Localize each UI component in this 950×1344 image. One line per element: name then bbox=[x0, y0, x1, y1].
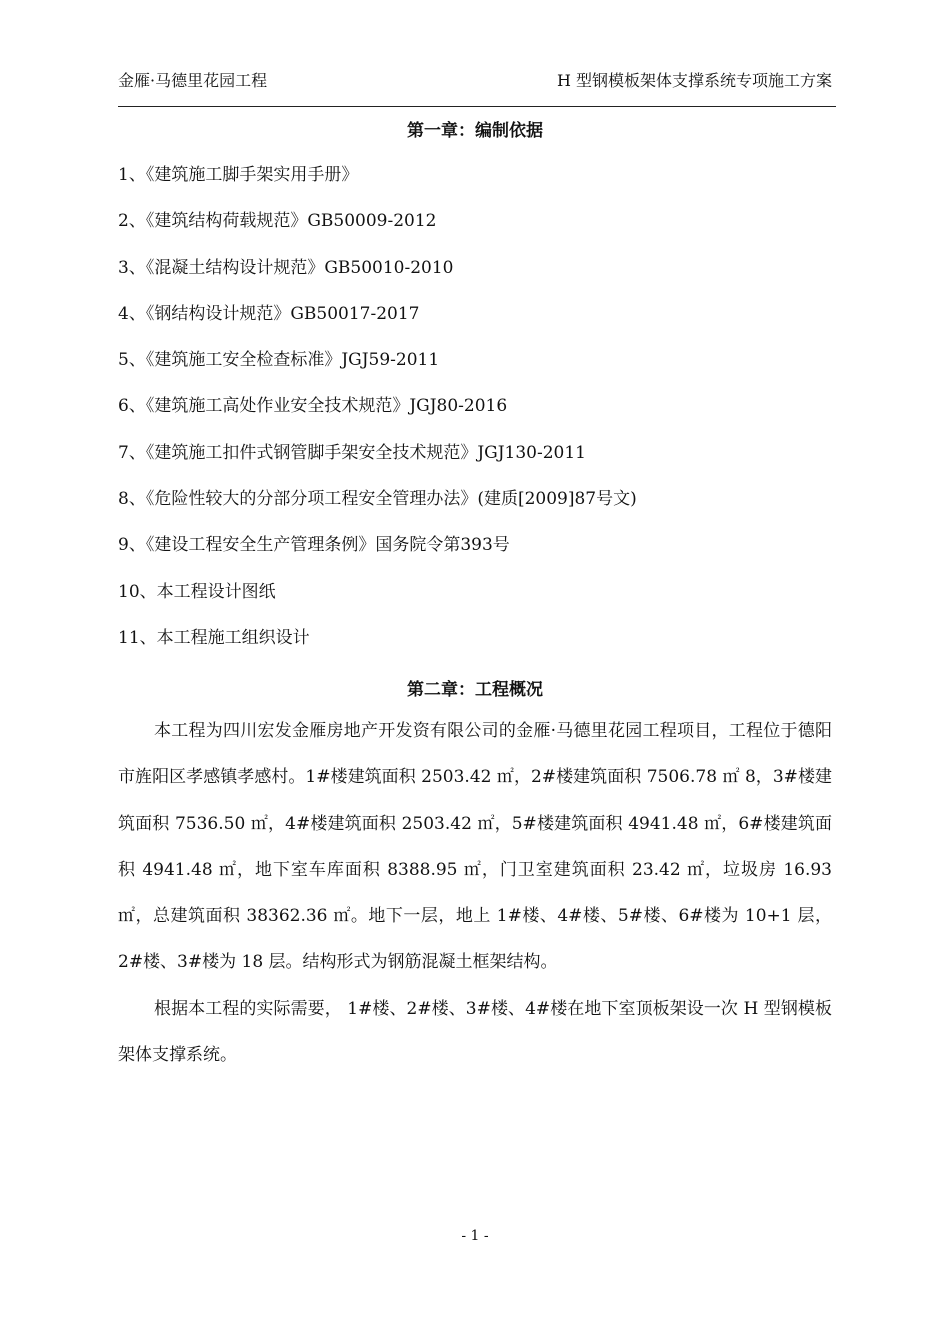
chapter-2-title: 第二章：工程概况 bbox=[407, 680, 543, 700]
chapter-1-title: 第一章：编制依据 bbox=[407, 121, 543, 141]
reference-item: 1、《建筑施工脚手架实用手册》 bbox=[118, 165, 359, 185]
reference-item: 2、《建筑结构荷载规范》GB50009-2012 bbox=[118, 211, 437, 232]
reference-item: 5、《建筑施工安全检查标准》JGJ59-2011 bbox=[118, 350, 440, 371]
reference-item: 6、《建筑施工高处作业安全技术规范》JGJ80-2016 bbox=[118, 396, 508, 417]
support-system-paragraph: 根据本工程的实际需要， 1#楼、2#楼、3#楼、4#楼在地下室顶板架设一次 H 型钢模板架体支撑系统。 bbox=[118, 999, 832, 1066]
header-project-name: 金雁·马德里花园工程 bbox=[118, 71, 268, 90]
reference-list bbox=[118, 159, 637, 668]
reference-item: 7、《建筑施工扣件式钢管脚手架安全技术规范》JGJ130-2011 bbox=[118, 442, 586, 463]
project-overview-paragraph: 本工程为四川宏发金雁房地产开发资有限公司的金雁·马德里花园工程项目，工程位于德阳市旌阳区孝感镇孝感村。1#楼建筑面积 2503.42 ㎡，2#楼建筑面积 7506.78 ㎡ 8，3#楼建筑面积 7536.50 ㎡，4#楼建筑面积 2503.42 ㎡，5#楼建筑面积 4941.48 ㎡，6#楼建筑面积 4941.48 ㎡，地下室车库面积 8388.95 ㎡，门卫室建筑面积 23.42 ㎡，垃圾房 16.93 ㎡，总建筑面积 38362.36 ㎡。地下一层，地上 1#楼、4#楼、5#楼、6#楼为 10+1 层，2#楼、3#楼为 18 层。结构形式为钢筋混凝土框架结构。 bbox=[118, 721, 832, 973]
reference-item: 3、《混凝土结构设计规范》GB50010-2010 bbox=[118, 257, 454, 278]
reference-item: 11、本工程施工组织设计 bbox=[118, 627, 310, 648]
page-number: - 1 - bbox=[461, 1228, 489, 1244]
reference-item: 4、《钢结构设计规范》GB50017-2017 bbox=[118, 303, 420, 324]
reference-item: 8、《危险性较大的分部分项工程安全管理办法》(建质[2009]87号文) bbox=[118, 489, 637, 510]
reference-item: 10、本工程设计图纸 bbox=[118, 581, 276, 602]
reference-item: 9、《建设工程安全生产管理条例》国务院令第393号 bbox=[118, 535, 510, 556]
page-header bbox=[118, 62, 836, 107]
header-document-title: H 型钢模板架体支撑系统专项施工方案 bbox=[556, 71, 832, 90]
